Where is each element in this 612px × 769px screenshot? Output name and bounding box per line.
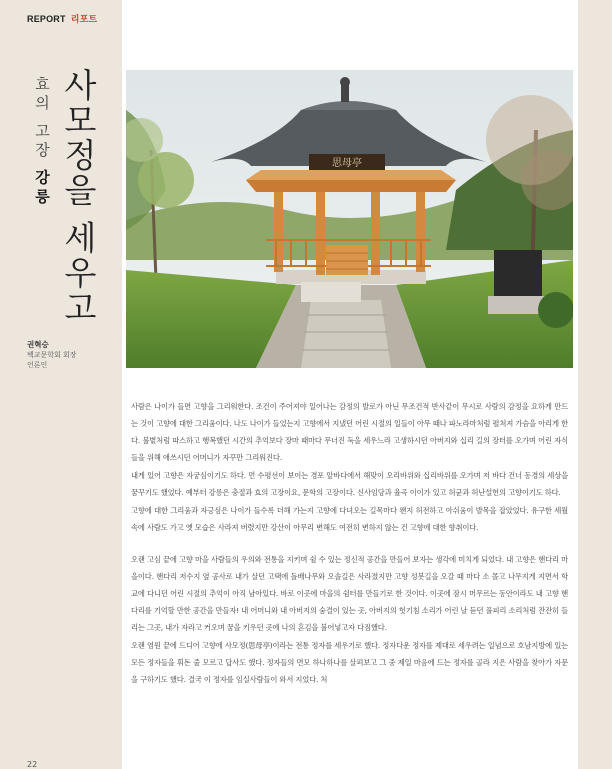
author-role-2: 언론인	[27, 361, 48, 369]
page-number: 22	[27, 760, 38, 769]
signboard-text: 思母亭	[332, 158, 362, 169]
paragraph: 고향에 대한 그리움과 자긍심은 나이가 들수록 더해 가는지 고향에 다녀오는 길목마다 왠지 허전하고 아쉬움이 발목을 잡았었다. 유구한 세월 속에 사람도 가고 옛 모습은 사라져 버렸지만 강산이 아무리 변해도 여전히 변하지 않는 건 고향에 대한 향취이다.	[131, 506, 568, 532]
author-name: 권혁승	[27, 340, 49, 349]
pavilion-illustration	[126, 70, 573, 368]
paragraph: 오랜 염원 끝에 드디어 고향에 사모정(思母亭)이라는 전통 정자를 세우기로 했다. 정자다운 정자를 제대로 세우려는 일념으로 호남지방에 있는 모든 정자들을 휘돈 줄 모르고 답사도 했다. 정자들의 면모 하나하나를 살펴보고 그 중 제일 마음에 드는 정자를 골라 지은 사람을 찾아가 자문을 구하기도 했다. 결국 이 정자를 임실사람들이 와서 지었다. 처	[131, 641, 568, 684]
right-margin-band	[578, 0, 612, 769]
paragraph: 사람은 나이가 들면 고향을 그리워한다. 조건이 주어져야 일어나는 감정의 발로가 아닌 무조건적 반사같이 무시로 사람의 감정을 요하게 만드는 것이 고향에 대한 그리움이다. 나도 나이가 들었는지 고향에서 지냈던 어린 시절의 일들이 아무 때나 파노라마처럼 펼쳐져 가슴을 아리게 한다. 불볕처럼 따스하고 행복했던 시간의 추억보다 장마 때마다 무너진 둑을 세우느라 고생하시던 아버지와 십리 길의 장터를 오가며 어린 자식들을 위해 애쓰시던 어머니가 자꾸만 그리워진다.	[131, 402, 568, 462]
article-body	[131, 398, 568, 689]
section-label: REPORT	[27, 14, 66, 24]
pavilion-photo	[126, 70, 573, 368]
paragraph: 내게 있어 고향은 자궁심이기도 하다. 먼 수평선이 보이는 경포 앞바다에서 해맞이 오리바위와 십리바위를 오가며 저 바다 건너 동경의 세상을 꿈꾸기도 했었다. 예부터 강릉은 충절과 효의 고장이요, 문학의 고장이다. 신사임당과 율곡 이이가 있고 허균과 허난설헌의 고향이기도 하다.	[131, 471, 568, 497]
section-label-korean: 리포트	[70, 15, 98, 25]
paragraph: 오랜 고심 끝에 고향 마을 사람들의 우의와 전통을 지키며 쉴 수 있는 정신적 공간을 만들어 보자는 생각에 미치게 되었다. 내 고향은 핸다리 마을이다. 핸다리 저수지 옆 공사로 내가 살던 고택에 돌배나무와 오솔길은 사라졌지만 고향 성봇길을 오갈 때 마다 소 몰고 나무지게 지면서 학교에 다니던 어린 시절의 추억이 아직 남아있다. 바로 이곳에 마을의 쉼터를 만들기로 한 것이다. 이곳에 잠시 머무르는 동안이라도 내 고향 핸다리를 기억할 만한 공간을 만들자! 내 어머니와 내 아버지의 숨결이 있는 곳, 아버지의 헛기침 소리가 어린 날 듣던 풀피리 소리처럼 잔잔히 들리는 그곳, 내가 자라고 커오며 꿈을 키우던 곳에 나의 흔김을 불어넣고자 다짐했다.	[131, 555, 568, 632]
author-role: 백교문학회 회장	[27, 351, 77, 359]
article-subtitle	[32, 76, 53, 208]
article-title: 사모정을 세우고	[59, 68, 98, 326]
section-header	[27, 12, 97, 25]
author-block	[27, 340, 77, 370]
subtitle-prefix: 효의 고장	[33, 76, 51, 170]
subtitle-place: 강릉	[33, 169, 51, 208]
